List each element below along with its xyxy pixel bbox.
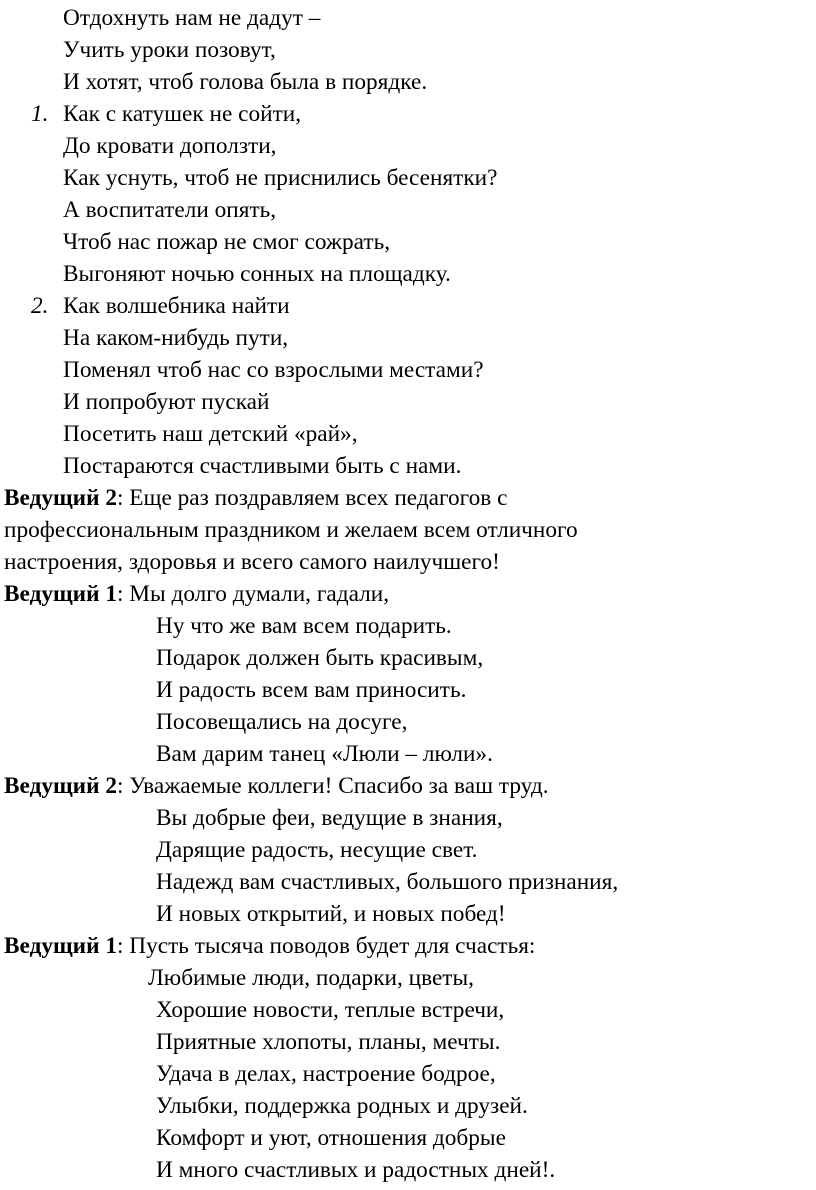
speech-line: настроения, здоровья и всего самого наилучшего! <box>4 549 500 575</box>
verse-line: Улыбки, поддержка родных и друзей. <box>156 1093 528 1119</box>
verse-line: Надежд вам счастливых, большого признания, <box>156 869 619 895</box>
verse-line: И радость всем вам приносить. <box>156 677 467 703</box>
verse-line: До кровати доползти, <box>63 133 277 159</box>
speaker-name: Ведущий 1 <box>4 581 117 607</box>
verse-line: Постараются счастливыми быть с нами. <box>63 453 462 479</box>
speaker-line <box>4 930 535 962</box>
speech-line: профессиональным праздником и желаем всем отличного <box>4 517 578 543</box>
speech-text: : Мы долго думали, гадали, <box>117 581 390 607</box>
verse-line: Чтоб нас пожар не смог сожрать, <box>63 229 391 255</box>
verse-line: Посовещались на досуге, <box>156 709 408 735</box>
verse-line: Ну что же вам всем подарить. <box>156 613 452 639</box>
verse-line: Приятные хлопоты, планы, мечты. <box>156 1029 501 1055</box>
verse-line: Подарок должен быть красивым, <box>156 645 484 671</box>
verse-line: На каком-нибудь пути, <box>63 325 289 351</box>
verse-line: Любимые люди, подарки, цветы, <box>148 965 474 991</box>
verse-line: Как с катушек не сойти, <box>63 101 302 127</box>
verse-line: Как волшебника найти <box>63 293 290 319</box>
verse-line: Удача в делах, настроение бодрое, <box>156 1061 496 1087</box>
verse-line: Хорошие новости, теплые встречи, <box>156 997 505 1023</box>
speaker-line <box>4 578 389 610</box>
verse-line: Комфорт и уют, отношения добрые <box>156 1125 506 1151</box>
verse-line: Поменял чтоб нас со взрослыми местами? <box>63 357 484 383</box>
speaker-name: Ведущий 2 <box>4 773 117 799</box>
verse-line: Учить уроки позовут, <box>63 37 276 63</box>
speech-text: : Еще раз поздравляем всех педагогов с <box>117 485 508 511</box>
verse-line: И много счастливых и радостных дней!. <box>156 1157 556 1183</box>
verse-line: Посетить наш детский «рай», <box>63 421 358 447</box>
verse-line: И хотят, чтоб голова была в порядке. <box>63 69 428 95</box>
verse-line: Отдохнуть нам не дадут – <box>63 5 321 31</box>
speech-text: : Пусть тысяча поводов будет для счастья: <box>117 933 536 959</box>
verse-line: Вам дарим танец «Люли – люли». <box>156 741 493 767</box>
list-number: 2. <box>31 293 49 319</box>
speaker-line <box>4 482 507 514</box>
verse-line: Дарящие радость, несущие свет. <box>156 837 478 863</box>
verse-line: И попробуют пускай <box>63 389 270 415</box>
verse-line: Как уснуть, чтоб не приснились бесенятки? <box>63 165 498 191</box>
verse-line: Вы добрые феи, ведущие в знания, <box>156 805 503 831</box>
verse-line: И новых открытий, и новых побед! <box>156 901 506 927</box>
speaker-line <box>4 770 549 802</box>
list-number: 1. <box>31 101 49 127</box>
speaker-name: Ведущий 2 <box>4 485 117 511</box>
speech-text: : Уважаемые коллеги! Спасибо за ваш труд. <box>117 773 549 799</box>
verse-line: А воспитатели опять, <box>63 197 277 223</box>
speaker-name: Ведущий 1 <box>4 933 117 959</box>
verse-line: Выгоняют ночью сонных на площадку. <box>63 261 451 287</box>
